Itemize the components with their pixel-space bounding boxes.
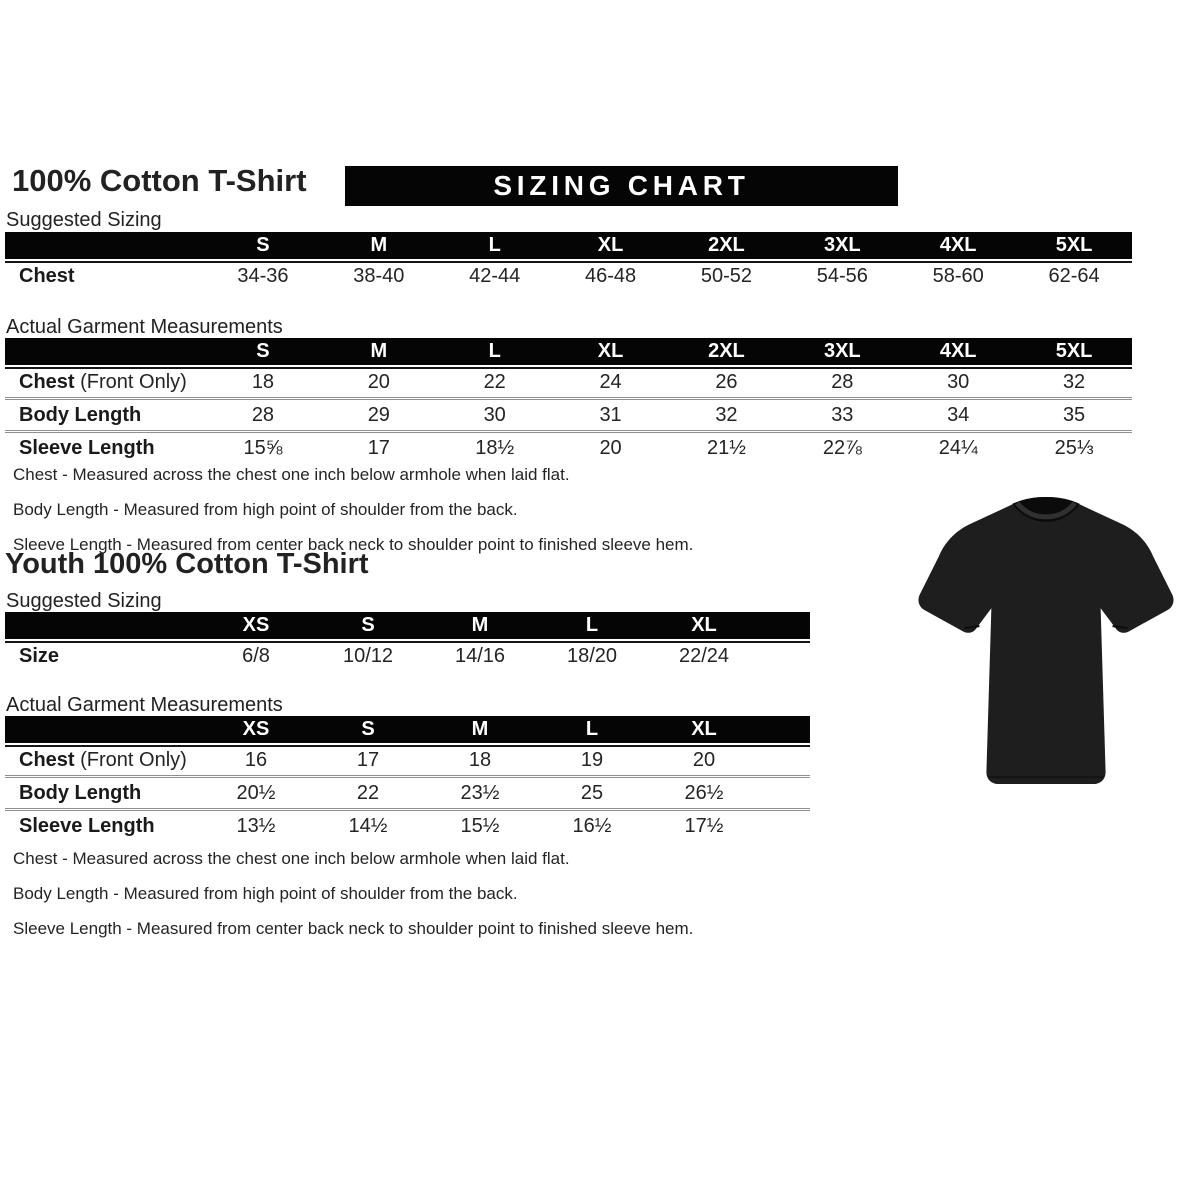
sizing-chart-banner: SIZING CHART <box>345 166 898 206</box>
cell: 38-40 <box>353 264 405 287</box>
row-label-text: Body Length <box>19 403 142 426</box>
cell: 32 <box>1062 370 1086 393</box>
cell: 54-56 <box>816 264 868 287</box>
cell: 33 <box>831 403 854 426</box>
col-header: L <box>585 614 599 636</box>
cell: 35 <box>1062 403 1086 426</box>
table-header-row <box>5 232 1132 261</box>
row-label-text: Body Length <box>19 781 142 804</box>
cell: 26½ <box>684 781 724 804</box>
row-label <box>5 404 205 427</box>
youth-suggested-sizing-table <box>5 612 810 671</box>
col-header: M <box>471 718 489 740</box>
col-header: 2XL <box>708 234 745 256</box>
cell: 19 <box>580 748 604 771</box>
cell: 30 <box>947 370 970 393</box>
row-label-suffix: (Front Only) <box>74 370 187 393</box>
cell: 17 <box>367 436 390 459</box>
cell: 15⅝ <box>243 436 283 459</box>
cell: 30 <box>483 403 506 426</box>
cell: 34 <box>947 403 970 426</box>
cell: 18 <box>251 370 275 393</box>
cell: 16 <box>244 748 268 771</box>
col-header: S <box>361 718 375 740</box>
note-sleeve-length: Sleeve Length - Measured from center back neck to shoulder point to finished sleeve hem. <box>13 919 694 938</box>
cell: 62-64 <box>1048 264 1100 287</box>
black-tshirt-image <box>897 478 1195 808</box>
cell: 14½ <box>348 814 388 837</box>
cell: 13½ <box>236 814 276 837</box>
note-chest: Chest - Measured across the chest one inch below armhole when laid flat. <box>13 849 570 868</box>
cell: 42-44 <box>469 264 521 287</box>
cell: 25 <box>580 781 604 804</box>
row-label-suffix: (Front Only) <box>74 748 187 771</box>
row-label <box>5 749 200 772</box>
row-label-text: Chest <box>19 264 75 287</box>
page-title: 100% Cotton T-Shirt <box>12 163 307 198</box>
cell: 31 <box>599 403 622 426</box>
cell: 22 <box>483 370 506 393</box>
tshirt-graphic <box>897 478 1195 808</box>
row-label <box>5 815 200 838</box>
col-header: M <box>370 234 388 256</box>
cell: 22⅞ <box>822 436 862 459</box>
youth-suggested-sizing-label: Suggested Sizing <box>6 590 162 612</box>
cell: 20 <box>692 748 716 771</box>
row-label-text: Chest <box>19 748 75 771</box>
cell: 24 <box>599 370 622 393</box>
table-header-row <box>5 612 810 641</box>
adult-actual-measurements-label: Actual Garment Measurements <box>6 316 283 338</box>
cell: 26 <box>715 370 738 393</box>
col-header: 2XL <box>708 340 745 362</box>
col-header: XL <box>691 718 717 740</box>
row-label <box>5 645 200 668</box>
row-label-text: Sleeve Length <box>19 814 155 837</box>
row-label-text: Chest <box>19 370 75 393</box>
cell: 46-48 <box>584 264 637 287</box>
row-label <box>5 265 205 288</box>
table-row-chest <box>5 745 810 775</box>
table-header-row <box>5 716 810 745</box>
col-header: 5XL <box>1055 234 1093 256</box>
col-header: S <box>361 614 375 636</box>
cell: 18 <box>468 748 492 771</box>
col-header: S <box>256 340 270 362</box>
cell: 22 <box>356 781 380 804</box>
tshirt-body <box>918 497 1173 784</box>
table-header-row <box>5 338 1132 367</box>
table-row-size <box>5 641 810 671</box>
col-header: XL <box>597 340 624 362</box>
cell: 6/8 <box>242 644 270 667</box>
cell: 24¼ <box>938 436 978 459</box>
table-row-sleeve-length <box>5 808 810 841</box>
row-label-text: Sleeve Length <box>19 436 155 459</box>
cell: 28 <box>831 370 854 393</box>
table-row <box>5 261 1132 291</box>
adult-actual-measurements-table <box>5 338 1132 463</box>
cell: 29 <box>367 403 390 426</box>
cell: 21½ <box>706 436 746 459</box>
cell: 28 <box>251 403 275 426</box>
note-sleeve-length: Sleeve Length - Measured from center back neck to shoulder point to finished sleeve hem. <box>13 535 694 554</box>
youth-measurement-notes <box>13 841 693 946</box>
col-header: L <box>488 234 501 256</box>
note-chest: Chest - Measured across the chest one inch below armhole when laid flat. <box>13 465 570 484</box>
row-label-text: Size <box>19 644 60 667</box>
col-header: XS <box>242 614 270 636</box>
cell: 17½ <box>684 814 724 837</box>
col-header: XL <box>691 614 717 636</box>
cell: 23½ <box>460 781 500 804</box>
youth-actual-measurements-label: Actual Garment Measurements <box>6 694 283 716</box>
cell: 17 <box>356 748 380 771</box>
adult-measurement-notes <box>13 457 693 562</box>
col-header: 5XL <box>1055 340 1093 362</box>
cell: 15½ <box>460 814 500 837</box>
col-header: S <box>256 234 270 256</box>
cell: 20½ <box>236 781 276 804</box>
row-label <box>5 782 200 805</box>
cell: 14/16 <box>454 644 506 667</box>
cell: 20 <box>599 436 622 459</box>
col-header: M <box>471 614 489 636</box>
cell: 22/24 <box>678 644 730 667</box>
col-header: XS <box>242 718 270 740</box>
table-row-chest <box>5 367 1132 397</box>
cell: 16½ <box>572 814 612 837</box>
col-header: XL <box>597 234 624 256</box>
cell: 34-36 <box>237 264 289 287</box>
cell: 18/20 <box>566 644 618 667</box>
cell: 20 <box>367 370 390 393</box>
col-header: 4XL <box>939 234 977 256</box>
cell: 58-60 <box>932 264 984 287</box>
youth-actual-measurements-table <box>5 716 810 841</box>
col-header: 4XL <box>939 340 977 362</box>
note-body-length: Body Length - Measured from high point of shoulder from the back. <box>13 500 518 519</box>
table-row-body-length <box>5 397 1132 430</box>
cell: 50-52 <box>700 264 753 287</box>
cell: 32 <box>715 403 738 426</box>
cell: 10/12 <box>342 644 394 667</box>
col-header: L <box>488 340 501 362</box>
col-header: 3XL <box>823 234 861 256</box>
col-header: L <box>585 718 599 740</box>
row-label <box>5 371 205 394</box>
table-row-body-length <box>5 775 810 808</box>
col-header: M <box>370 340 388 362</box>
youth-section-title: Youth 100% Cotton T-Shirt <box>5 548 369 580</box>
cell: 18½ <box>475 436 515 459</box>
adult-suggested-sizing-label: Suggested Sizing <box>6 209 162 231</box>
note-body-length: Body Length - Measured from high point of shoulder from the back. <box>13 884 518 903</box>
adult-suggested-sizing-table <box>5 232 1132 291</box>
cell: 25⅓ <box>1054 436 1094 459</box>
col-header: 3XL <box>823 340 861 362</box>
